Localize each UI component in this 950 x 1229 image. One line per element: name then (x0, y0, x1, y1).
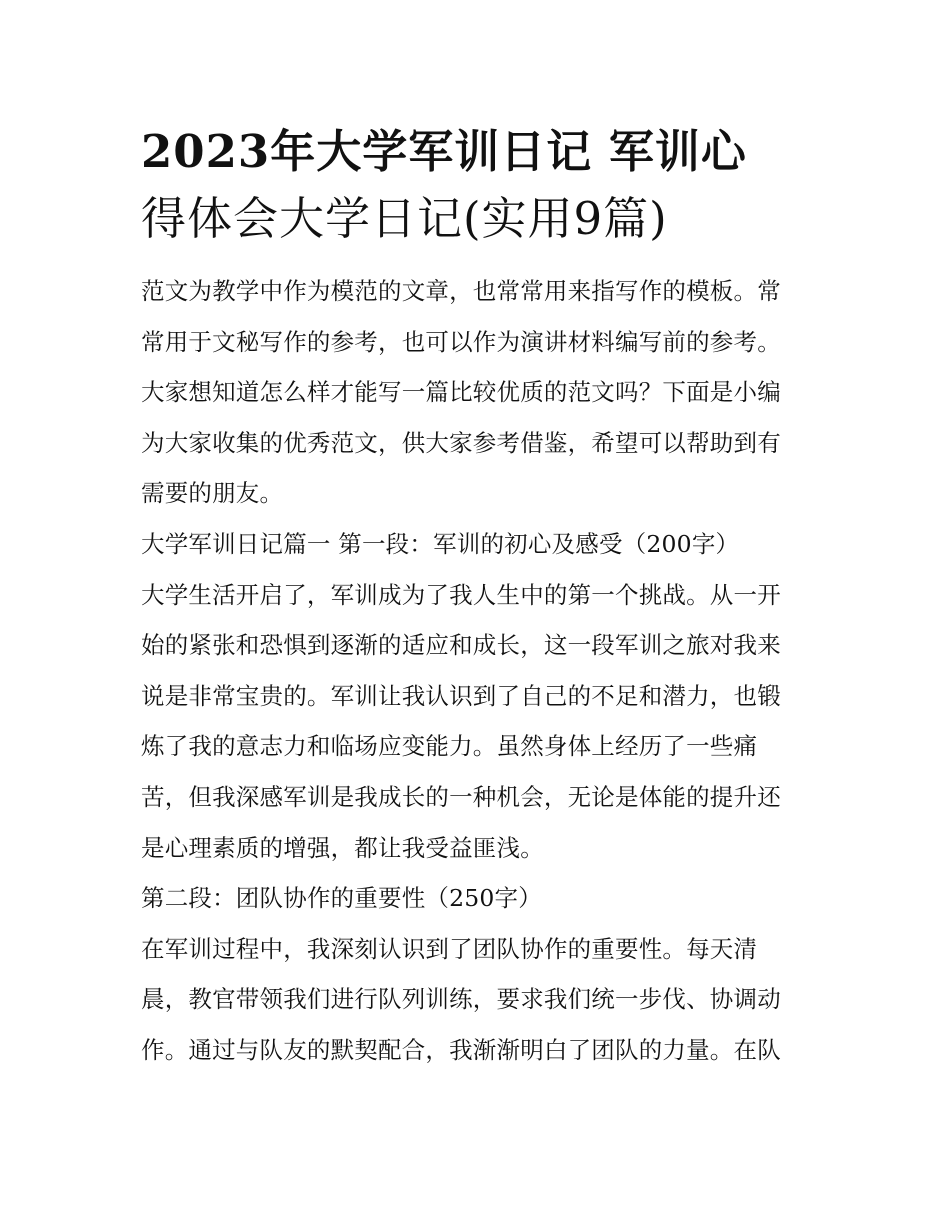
document-body (141, 266, 813, 1076)
text-line: 大家想知道怎么样才能写一篇比较优质的范文吗？下面是小编 (141, 378, 781, 407)
text-line: 需要的朋友。 (141, 479, 284, 508)
text-line: 晨，教官带领我们进行队列训练，要求我们统一步伐、协调动 (141, 985, 781, 1014)
text-line: 大学军训日记篇一 第一段：军训的初心及感受（200字） (141, 529, 740, 558)
section-heading-1 (141, 519, 813, 570)
section-2-paragraph (141, 924, 813, 1076)
text-line: 是心理素质的增强，都让我受益匪浅。 (141, 833, 544, 862)
text-line: 说是非常宝贵的。军训让我认识到了自己的不足和潜力，也锻 (141, 681, 781, 710)
text-line: 第二段：团队协作的重要性（250字） (141, 884, 542, 913)
text-line: 大学生活开启了，军训成为了我人生中的第一个挑战。从一开 (141, 580, 781, 609)
text-line: 范文为教学中作为模范的文章，也常常用来指写作的模板。常 (141, 277, 781, 305)
section-heading-2 (141, 873, 813, 924)
text-line: 为大家收集的优秀范文，供大家参考借鉴，希望可以帮助到有 (141, 428, 781, 457)
intro-paragraph (141, 266, 813, 519)
title-line: 得体会大学日记(实用9篇) (141, 192, 668, 245)
text-line: 在军训过程中，我深刻认识到了团队协作的重要性。每天清 (141, 934, 758, 963)
text-line: 始的紧张和恐惧到逐渐的适应和成长，这一段军训之旅对我来 (141, 631, 781, 660)
document-page (141, 118, 813, 1076)
text-line: 作。通过与队友的默契配合，我渐渐明白了团队的力量。在队 (141, 1035, 781, 1064)
document-title (141, 118, 813, 252)
section-1-paragraph (141, 570, 813, 874)
text-line: 炼了我的意志力和临场应变能力。虽然身体上经历了一些痛 (141, 732, 758, 761)
title-line: 2023年大学军训日记 军训心 (141, 125, 747, 178)
text-line: 苦，但我深感军训是我成长的一种机会，无论是体能的提升还 (141, 782, 781, 811)
text-line: 常用于文秘写作的参考，也可以作为演讲材料编写前的参考。 (141, 327, 781, 356)
